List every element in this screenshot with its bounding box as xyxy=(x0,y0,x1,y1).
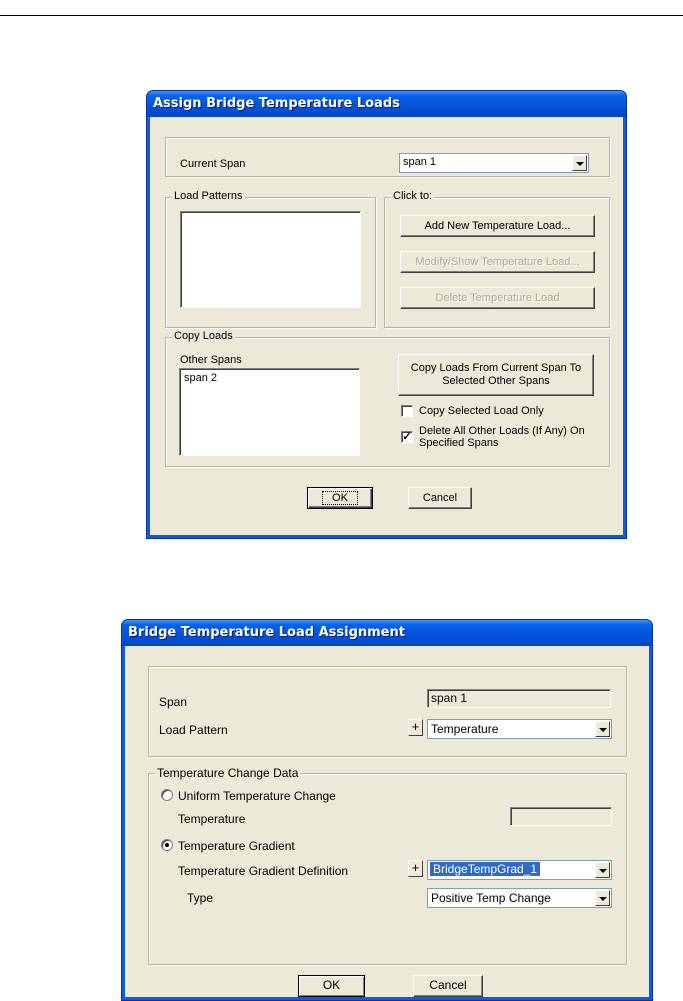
list-item[interactable]: span 2 xyxy=(184,372,218,384)
delete-other-loads-label: Delete All Other Loads (If Any) On Specified Spans xyxy=(419,425,585,449)
ok-button[interactable] xyxy=(307,487,373,509)
other-spans-label: Other Spans xyxy=(180,354,242,366)
chevron-down-icon[interactable] xyxy=(595,721,610,737)
modify-show-temperature-load-button[interactable]: Modify/Show Temperature Load... xyxy=(400,251,595,273)
add-new-temperature-load-button[interactable]: Add New Temperature Load... xyxy=(400,215,595,237)
temperature-input[interactable] xyxy=(510,807,612,826)
load-pattern-dropdown[interactable] xyxy=(427,719,612,739)
temperature-gradient-definition-value: BridgeTempGrad_1 xyxy=(430,862,540,876)
load-patterns-list[interactable] xyxy=(180,211,361,308)
cancel-button[interactable]: Cancel xyxy=(413,975,483,997)
load-pattern-value: Temperature xyxy=(431,722,499,736)
span-label: Span xyxy=(159,695,188,709)
dialog-client-area xyxy=(150,117,623,535)
assign-bridge-temperature-loads-dialog xyxy=(146,90,627,539)
chevron-down-icon[interactable] xyxy=(595,862,610,878)
bridge-temperature-load-assignment-dialog xyxy=(121,619,653,1001)
delete-other-loads-checkbox[interactable]: ✓ xyxy=(402,431,412,443)
dialog-title-bar[interactable] xyxy=(122,620,652,646)
ok-button-label: OK xyxy=(322,491,358,505)
temperature-gradient-definition-dropdown[interactable] xyxy=(427,860,612,880)
span-group xyxy=(148,666,627,757)
uniform-temperature-change-label: Uniform Temperature Change xyxy=(178,789,336,803)
add-gradient-definition-button[interactable]: + xyxy=(408,860,423,877)
click-to-group-label: Click to: xyxy=(393,190,433,202)
ok-button[interactable]: OK xyxy=(298,975,365,997)
dialog-title: Bridge Temperature Load Assignment xyxy=(128,625,405,640)
load-pattern-label: Load Pattern xyxy=(159,723,228,737)
current-span-dropdown[interactable] xyxy=(399,153,589,173)
chevron-down-icon[interactable] xyxy=(572,155,587,171)
dialog-title-bar[interactable] xyxy=(147,91,626,117)
temperature-change-data-group-label: Temperature Change Data xyxy=(157,766,299,780)
temperature-gradient-definition-label: Temperature Gradient Definition xyxy=(178,864,349,878)
temperature-label: Temperature xyxy=(178,812,246,826)
other-spans-list[interactable] xyxy=(179,368,360,456)
current-span-label: Current Span xyxy=(180,158,246,170)
type-label: Type xyxy=(187,891,214,905)
chevron-down-icon[interactable] xyxy=(595,890,610,906)
load-patterns-group-label: Load Patterns xyxy=(174,190,243,202)
temperature-gradient-radio[interactable] xyxy=(161,839,173,851)
add-load-pattern-button[interactable]: + xyxy=(408,719,423,736)
span-field xyxy=(427,689,611,708)
type-value: Positive Temp Change xyxy=(431,891,551,905)
delete-temperature-load-button[interactable]: Delete Temperature Load xyxy=(400,287,595,309)
current-span-value: span 1 xyxy=(403,156,437,168)
copy-loads-group-label: Copy Loads xyxy=(174,330,233,342)
dialog-title: Assign Bridge Temperature Loads xyxy=(153,96,400,111)
copy-selected-load-only-checkbox[interactable] xyxy=(401,405,413,417)
temperature-gradient-label: Temperature Gradient xyxy=(178,839,295,853)
copy-selected-load-only-label: Copy Selected Load Only xyxy=(419,405,544,417)
cancel-button[interactable]: Cancel xyxy=(408,487,472,509)
page-top-rule xyxy=(0,15,683,16)
dialog-client-area xyxy=(125,646,649,997)
copy-loads-button[interactable]: Copy Loads From Current Span To Selected Other Spans xyxy=(398,354,594,396)
uniform-temperature-change-radio[interactable] xyxy=(161,789,173,801)
type-dropdown[interactable] xyxy=(427,888,612,908)
span-value: span 1 xyxy=(431,691,468,705)
